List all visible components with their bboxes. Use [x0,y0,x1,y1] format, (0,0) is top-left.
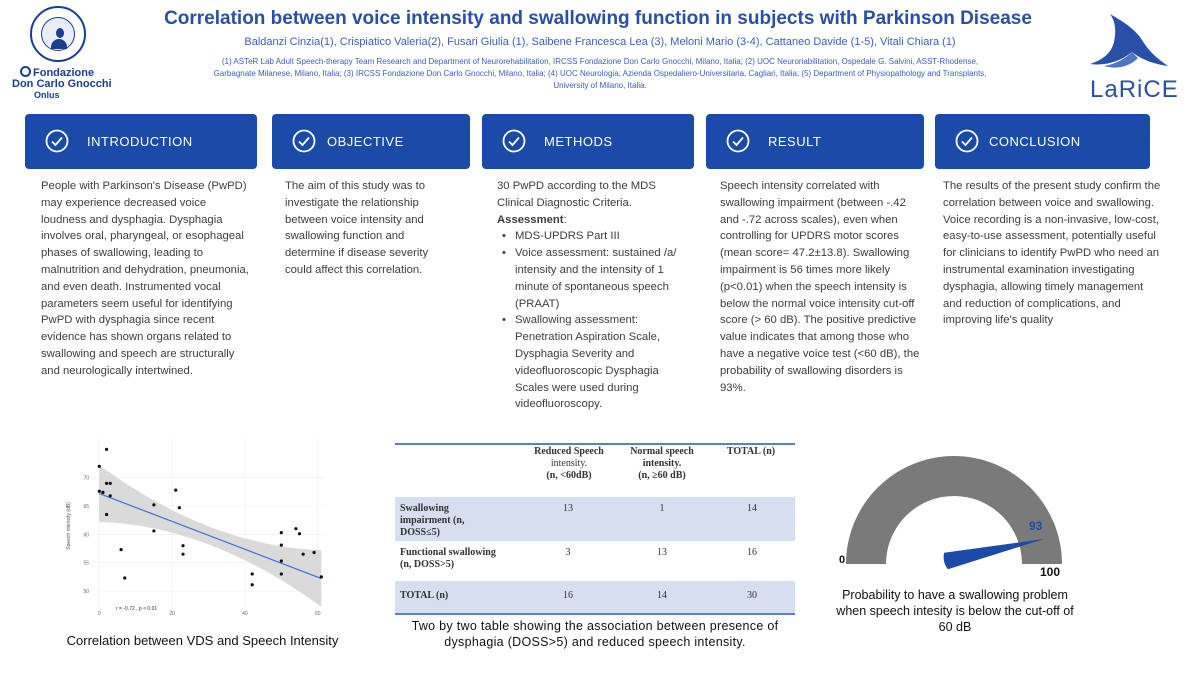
y-tick-label: 50 [83,589,89,595]
table-cell: 3 [565,547,571,558]
methods-assessment-heading: Assessment: [497,213,567,226]
fondazione-mark-icon [20,66,31,77]
table-bottom-rule [395,613,795,615]
x-tick-label: 40 [242,611,248,617]
table-top-rule [395,443,795,445]
scatter-point [302,553,305,556]
check-circle-icon [45,129,69,153]
objective-text: The aim of this study was to investigate the relationship between voice intensity and swallowing function and determine if disease severity could affect this correlation. [285,180,429,276]
gauge-chart [838,452,1070,580]
scatter-point [280,572,283,575]
scatter-point [298,532,301,535]
introduction-header [25,114,257,169]
list-item: • Swallowing assessment: Penetration Aspiration Scale, Dysphagia Severity and videofluoroscopic Dysphagia Scales were used during videofluoroscopy. [497,312,687,413]
x-tick-label: 60 [314,611,321,617]
objective-header [272,114,470,169]
scatter-point [294,527,297,530]
scatter-point [181,544,184,547]
table-cell: 16 [747,547,757,558]
scatter-point [280,531,283,534]
gauge-value-label: 93 [1029,519,1043,533]
scatter-point [152,503,155,506]
methods-header [482,114,694,169]
scatter-point [120,548,123,551]
x-tick-label: 20 [169,611,175,617]
scatter-point [251,583,254,586]
table-cell: 14 [657,590,667,601]
y-tick-label: 70 [83,475,89,482]
scatter-annotation: r = -0.72 , p < 0.01 [116,606,158,612]
scatter-point [181,553,184,556]
scatter-point [312,551,315,554]
table-cell: 14 [747,503,757,514]
scatter-caption: Correlation between VDS and Speech Intensity [66,633,339,648]
scatter-point [105,448,108,451]
poster-affiliations: (1) ASTeR Lab Adult Speech-therapy Team Research and Department of Neurorehabilitation, IRCSS Fondazione Don Carlo Gnocchi, Milano, Italia; (2) UOC Neuroriabilitation, Ospedale G. Salvini, ASST-Rhodense, Garbagnate Milanese, Milano, Italia; (3) IRCSS Fondazione Don Carlo Gnocchi, Milano, Italia; (4) UOC Neurologia; Azienda Ospedaliero-Universitaria, Cagliari, Italia; (5) Department of Physiopathology and Transplants, University of Milano, Italia. [213,57,987,90]
table-row-swallowing-impairment: Swallowing impairment (n, DOSS≤5) [400,503,465,538]
table-row-total: TOTAL (n) [400,590,449,601]
result-header [706,114,924,169]
gauge-track [846,456,1062,564]
scatter-point [109,482,112,485]
methods-list [497,228,687,413]
methods-body [497,178,687,413]
scatter-point [101,491,104,494]
scatter-point [280,544,283,547]
scatter-point [109,494,112,497]
scatter-chart [62,434,330,619]
scatter-point [251,572,254,575]
introduction-text: People with Parkinson's Disease (PwPD) may experience decreased voice loudness and dysphagia. Dysphagia involves oral, pharyngeal, or esophageal phases of swallowing, leading to malnutrition and dehydration, pneumonia, and even death. Instrumented vocal parameters seem useful for identifying PwPD with dysphagia since recent evidence has shown organs related to swallowing and speech are structurally and neurologically intertwined. [41,180,249,377]
objective-label: OBJECTIVE [327,134,404,149]
check-circle-icon [292,129,316,153]
table-cell: 30 [747,590,757,601]
scatter-point [280,559,283,562]
conclusion-header [935,114,1150,169]
methods-intro: 30 PwPD according to the MDS Clinical Diagnostic Criteria. [497,180,656,209]
scatter-point [174,489,177,492]
table-header-normal: Normal speech intensity. (n, ≥60 dB) [630,446,694,481]
y-tick-label: 60 [83,532,89,539]
table-caption: Two by two table showing the association between presence of dysphagia (DOSS>5) and reduced speech intensity. [411,619,779,649]
gauge-min-label: 0 [839,554,846,566]
gauge-max-label: 100 [1040,565,1061,579]
scatter-point [98,465,101,468]
larice-logo: LaRiCE [1080,8,1180,103]
contingency-table [395,443,795,615]
poster-authors: Baldanzi Cinzia(1), Crispiatico Valeria(2), Fusari Giulia (1), Saibene Francesca Lea (3), Meloni Mario (3-4), Cattaneo Davide (1-5), Vitali Chiara (1) [244,36,956,48]
table-cell: 1 [659,503,665,514]
scatter-point [105,513,108,516]
scatter-point [105,482,108,485]
foundation-seal-icon [30,6,86,62]
list-item: • Voice assessment: sustained /a/ intensity and the intensity of 1 minute of spontaneous speech (PRAAT) [497,245,687,312]
scatter-point [152,529,155,532]
check-circle-icon [726,129,750,153]
table-cell: 13 [563,503,573,514]
gauge-caption: Probability to have a swallowing problem when speech intesity is below the cut-off of 60 dB [836,588,1074,634]
methods-label: METHODS [544,134,613,149]
scatter-point [320,575,323,578]
conclusion-label: CONCLUSION [989,134,1081,149]
table-row-functional-swallowing: Functional swallowing (n, DOSS>5) [400,547,496,570]
larice-logo-icon [1080,8,1180,78]
scatter-ylabel: Speech intensity (dB) [66,502,72,550]
conclusion-text: The results of the present study confirm the correlation between voice and swallowing. Voice recording is a non-invasive, low-cost, easy-to-use assessment, potentially useful for clinicians to identify PwPD who need an instrumental examination investigating dysphagia, allowing timely management and reduction of complications, and improving life's quality [943,180,1161,327]
result-label: RESULT [768,134,822,149]
result-text: Speech intensity correlated with swallowing impairment (between -.42 and -.72 across scales), even when controlling for UPDRS motor scores (mean score= 47.2±13.8). Swallowing impairment is 56 times more likely (p<0.01) when the speech intensity is below the normal voice intensity cut-off score (> 60 dB). The positive predictive value indicates that among those who have a negative voice test (<60 dB), the probability of swallowing disorders is 93%. [720,180,920,394]
check-circle-icon [502,129,526,153]
list-item: • MDS-UPDRS Part III [497,228,687,245]
table-header-total: TOTAL (n) [726,446,776,457]
table-cell: 16 [563,590,573,601]
table-cell: 13 [657,547,667,558]
x-tick-label: 0 [97,611,101,617]
y-tick-label: 65 [83,504,89,510]
table-header-reduced: Reduced Speech intensity. (n, <60dB) [534,446,604,481]
scatter-point [178,506,181,509]
check-circle-icon [955,129,979,153]
introduction-label: INTRODUCTION [87,134,193,149]
poster-title: Correlation between voice intensity and swallowing function in subjects with Parkinson Disease [164,8,1032,29]
scatter-point [123,576,126,579]
fondazione-logo: Fondazione Don Carlo Gnocchi Onlus [12,67,112,100]
y-tick-label: 55 [83,560,89,567]
scatter-point [98,490,101,493]
